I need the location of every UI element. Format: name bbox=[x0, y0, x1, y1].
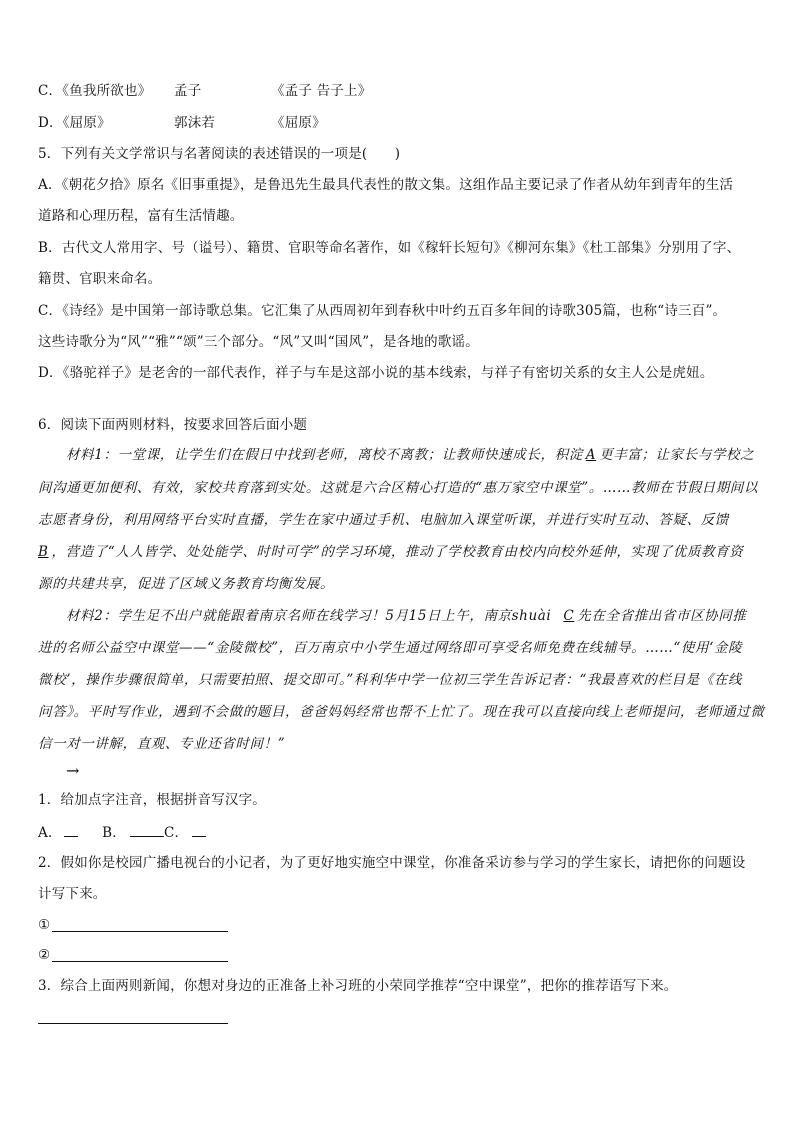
sub2-stem-line1: 2．假如你是校园广播电视台的小记者，为了更好地实施空中课堂，你准备采访参与学习的学生家长，请把你的问题设 bbox=[38, 855, 746, 871]
option-d-row bbox=[38, 114, 326, 132]
question-2-row bbox=[38, 946, 50, 964]
sub1-answers bbox=[38, 822, 206, 842]
q5-option-d-line1: D．《骆驼祥子》是老舍的一部代表作，祥子与车是这部小说的基本线索，与祥子有密切关系的女主人公是虎妞。 bbox=[38, 365, 714, 381]
q5-option-a-line2: 道路和心理历程，富有生活情趣。 bbox=[38, 208, 244, 224]
sub3-stem: 3．综合上面两则新闻，你想对身边的正准备上补习班的小荣同学推荐“空中课堂”，把你的推荐语写下来。 bbox=[38, 978, 678, 994]
material2-line4: 问答》。平时写作业，遇到不会做的题目，爸爸妈妈经常也帮不上忙了。现在我可以直接向线上老师提问，老师通过微 bbox=[38, 704, 765, 720]
sub1-stem: 1．给加点字注音，根据拼音写汉字。 bbox=[38, 792, 266, 808]
circle-two-marker: ② bbox=[38, 947, 51, 963]
q5-stem: 5．下列有关文学常识与名著阅读的表述错误的一项是( ) bbox=[38, 146, 401, 162]
option-c-label: C．《鱼我所欲也》 bbox=[38, 83, 152, 99]
q5-option-b-line2: 籍贯、官职来命名。 bbox=[38, 271, 162, 287]
option-c-author: 孟子 bbox=[174, 83, 202, 99]
recommendation-answer-line[interactable] bbox=[38, 1023, 228, 1024]
material2-line2: 进的名师公益空中课堂——“金陵微校”，百万南京中小学生通过网络即可享受名师免费在线辅导。……“使用‘金陵 bbox=[38, 640, 743, 656]
blank-a-mark: A bbox=[585, 447, 597, 463]
material1-text-b: 更丰富；让家长与学校之 bbox=[599, 447, 755, 463]
material1-line2: 间沟通更加便利、有效，家校共育落到实处。这就是六合区精心打造的“惠万家空中课堂”。……教师在节假日期间以 bbox=[38, 480, 759, 496]
question-1-answer-line[interactable] bbox=[52, 931, 228, 932]
q6-stem: 6．阅读下面两则材料，按要求回答后面小题 bbox=[38, 417, 308, 433]
option-c-book: 《孟子 告子上》 bbox=[271, 83, 372, 99]
answer-a-input[interactable] bbox=[64, 822, 78, 837]
sub1-label-b: B． bbox=[102, 825, 126, 841]
q5-option-c-line2: 这些诗歌分为“风”“雅”“颂”三个部分。“风”又叫“国风”，是各地的歌谣。 bbox=[38, 334, 479, 350]
material2-line1 bbox=[66, 607, 746, 625]
option-d-label: D．《屈原》 bbox=[38, 115, 111, 131]
answer-c-input[interactable] bbox=[192, 822, 206, 837]
option-c-row bbox=[38, 82, 372, 100]
material1-line1 bbox=[66, 446, 754, 464]
material1-text-a: 材料1：一堂课，让学生们在假日中找到老师，离校不离教；让教师快速成长，积淀 bbox=[66, 447, 583, 463]
sub1-label-a: A． bbox=[38, 825, 62, 841]
material2-line3: 微校’，操作步骤很简单，只需要拍照、提交即可。”科利华中学一位初三学生告诉记者：“我最喜欢的栏目是《在线 bbox=[38, 672, 743, 688]
circle-one-marker: ① bbox=[38, 917, 51, 933]
material1-line3: 志愿者身份，利用网络平台实时直播，学生在家中通过手机、电脑加入课堂听课，并进行实时互动、答疑、反馈 bbox=[38, 512, 729, 528]
blank-b-mark: B bbox=[38, 544, 49, 560]
material1-line4 bbox=[38, 543, 743, 561]
material2-line5: 信一对一讲解，直观、专业还省时间！” bbox=[38, 736, 286, 752]
material2-text-b: 先在全省推出省市区协同推 bbox=[577, 608, 747, 624]
question-1-row bbox=[38, 916, 50, 934]
q5-option-c-line1: C．《诗经》是中国第一部诗歌总集。它汇集了从西周初年到春秋中叶约五百多年间的诗歌305篇，也称“诗三百”。 bbox=[38, 303, 727, 319]
q5-option-a-line1: A．《朝花夕拾》原名《旧事重提》，是鲁迅先生最具代表性的散文集。这组作品主要记录了作者从幼年到青年的生活 bbox=[38, 177, 734, 193]
sub2-stem-line2: 计写下来。 bbox=[38, 886, 107, 902]
answer-b-input[interactable] bbox=[130, 822, 164, 837]
blank-c-mark: C bbox=[563, 608, 575, 624]
arrow-icon: → bbox=[66, 761, 80, 780]
option-d-book: 《屈原》 bbox=[271, 115, 326, 131]
material1-text-c: ，营造了“人人皆学、处处能学、时时可学”的学习环境，推动了学校教育由校内向校外延伸，实现了优质教育资 bbox=[51, 544, 744, 560]
option-d-author: 郭沫若 bbox=[174, 115, 216, 131]
sub1-label-c: C． bbox=[163, 825, 189, 841]
q5-option-b-line1: B．古代文人常用字、号（谥号）、籍贯、官职等命名著作，如《稼轩长短句》《柳河东集》《杜工部集》分别用了字、 bbox=[38, 240, 741, 256]
material2-text-a: 材料2：学生足不出户就能跟着南京名师在线学习！5月15日上午，南京shuài bbox=[66, 608, 552, 624]
material1-line5: 源的共建共享，促进了区域义务教育均衡发展。 bbox=[38, 576, 335, 592]
question-2-answer-line[interactable] bbox=[52, 961, 228, 962]
